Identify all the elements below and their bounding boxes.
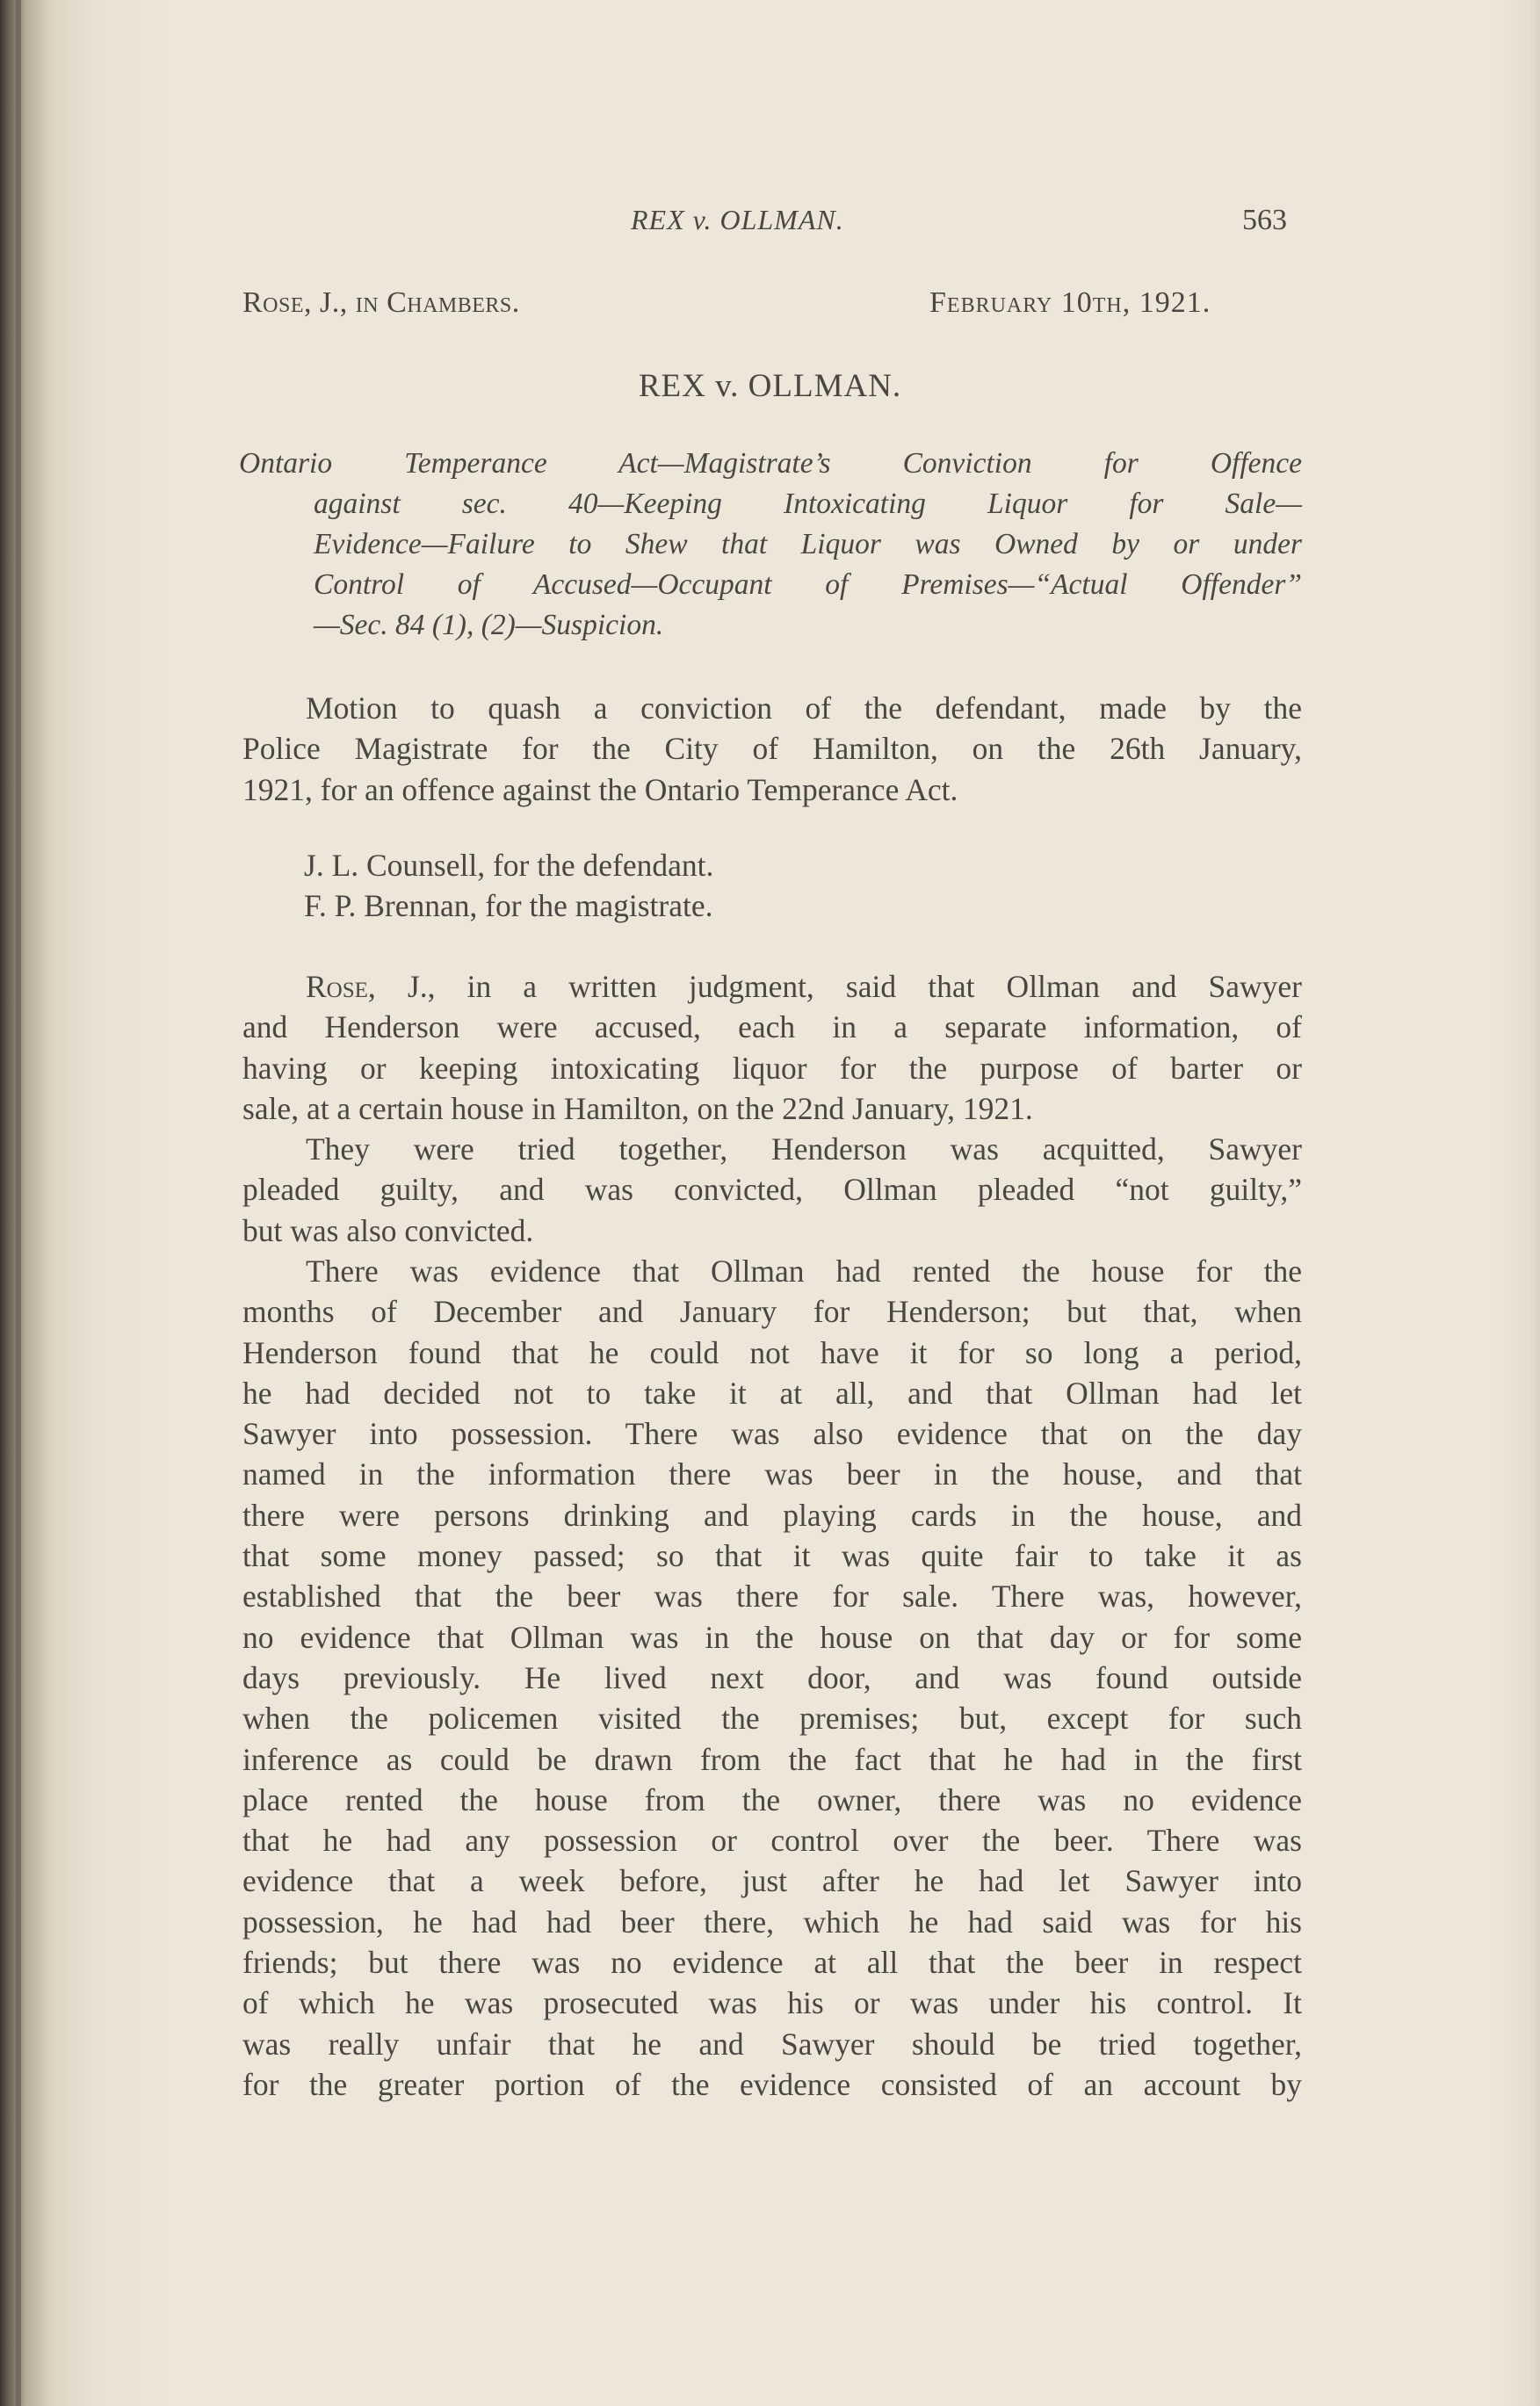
text-line: evidence that a week before, just after he had let Sawyer into: [242, 1863, 1302, 1899]
headnote-line: against sec. 40—Keeping Intoxicating Liquor for Sale—: [314, 488, 1302, 520]
judgment-paragraph-1: [242, 966, 1302, 1129]
text-line: There was evidence that Ollman had rented the house for the: [306, 1254, 1302, 1289]
text-line: Sawyer into possession. There was also evidence that on the day: [242, 1416, 1302, 1452]
case-title: REX v. OLLMAN.: [638, 368, 902, 404]
text-line: no evidence that Ollman was in the house on that day or for some: [242, 1619, 1302, 1655]
headnote: [239, 444, 1302, 646]
decision-date: February 10th, 1921.: [929, 286, 1211, 319]
text-line: possession, he had had beer there, which he had said was for his: [242, 1904, 1302, 1940]
text-line: They were tried together, Henderson was acquitted, Sawyer: [306, 1131, 1302, 1167]
text-line: named in the information there was beer in the house, and that: [242, 1456, 1302, 1492]
text-line: of which he was prosecuted was his or was under his control. It: [242, 1985, 1302, 2021]
text-line-rest: , J., in a written judgment, said that Ollman and Sawyer: [367, 969, 1302, 1004]
text-line: but was also convicted.: [242, 1212, 534, 1248]
text-line: 1921, for an offence against the Ontario Temperance Act.: [242, 771, 958, 807]
text-line: there were persons drinking and playing cards in the house, and: [242, 1497, 1302, 1533]
judge-name: Rose: [306, 969, 368, 1004]
judgment-paragraph-3: [242, 1251, 1302, 2105]
text-line: for the greater portion of the evidence consisted of an account by: [242, 2066, 1302, 2102]
headnote-line: Control of Accused—Occupant of Premises—“Actual Offender”: [314, 568, 1302, 601]
text-line: he had decided not to take it at all, and that Ollman had let: [242, 1375, 1302, 1411]
text-line: friends; but there was no evidence at all that the beer in respect: [242, 1945, 1302, 1981]
text-line: when the policemen visited the premises; but, except for such: [242, 1701, 1302, 1737]
counsel-magistrate: F. P. Brennan, for the magistrate.: [304, 888, 713, 923]
text-line: [242, 966, 1302, 1007]
text-line: that some money passed; so that it was quite fair to take it as: [242, 1538, 1302, 1574]
text-line: having or keeping intoxicating liquor for the purpose of barter or: [242, 1050, 1302, 1086]
motion-paragraph: [242, 688, 1302, 810]
headnote-line: —Sec. 84 (1), (2)—Suspicion.: [314, 609, 664, 641]
text-line: months of December and January for Henderson; but that, when: [242, 1294, 1302, 1330]
text-line: days previously. He lived next door, and was found outside: [242, 1659, 1302, 1695]
headnote-line: Evidence—Failure to Shew that Liquor was Owned by or under: [314, 528, 1302, 560]
text-line: pleaded guilty, and was convicted, Ollman pleaded “not guilty,”: [242, 1172, 1302, 1208]
text-line: established that the beer was there for sale. There was, however,: [242, 1579, 1302, 1615]
court-line: Rose, J., in Chambers.: [242, 286, 520, 319]
text-line: Henderson found that he could not have it for so long a period,: [242, 1334, 1302, 1370]
text-line: Police Magistrate for the City of Hamilton, on the 26th January,: [242, 731, 1302, 767]
text-line: that he had any possession or control over the beer. There was: [242, 1823, 1302, 1859]
running-head: REX v. OLLMAN.: [631, 204, 844, 235]
text-line: sale, at a certain house in Hamilton, on the 22nd January, 1921.: [242, 1090, 1033, 1126]
text-line: and Henderson were accused, each in a separate information, of: [242, 1009, 1302, 1045]
headnote-line: Ontario Temperance Act—Magistrate’s Conviction for Offence: [239, 447, 1302, 480]
text-line: was really unfair that he and Sawyer should be tried together,: [242, 2026, 1302, 2062]
text-line: place rented the house from the owner, there was no evidence: [242, 1781, 1302, 1817]
text-line: inference as could be drawn from the fact that he had in the first: [242, 1741, 1302, 1777]
text-line: Motion to quash a conviction of the defendant, made by the: [306, 690, 1302, 726]
counsel-defendant: J. L. Counsell, for the defendant.: [304, 848, 714, 883]
judgment-paragraph-2: [242, 1129, 1302, 1251]
page-number: 563: [1242, 204, 1287, 236]
